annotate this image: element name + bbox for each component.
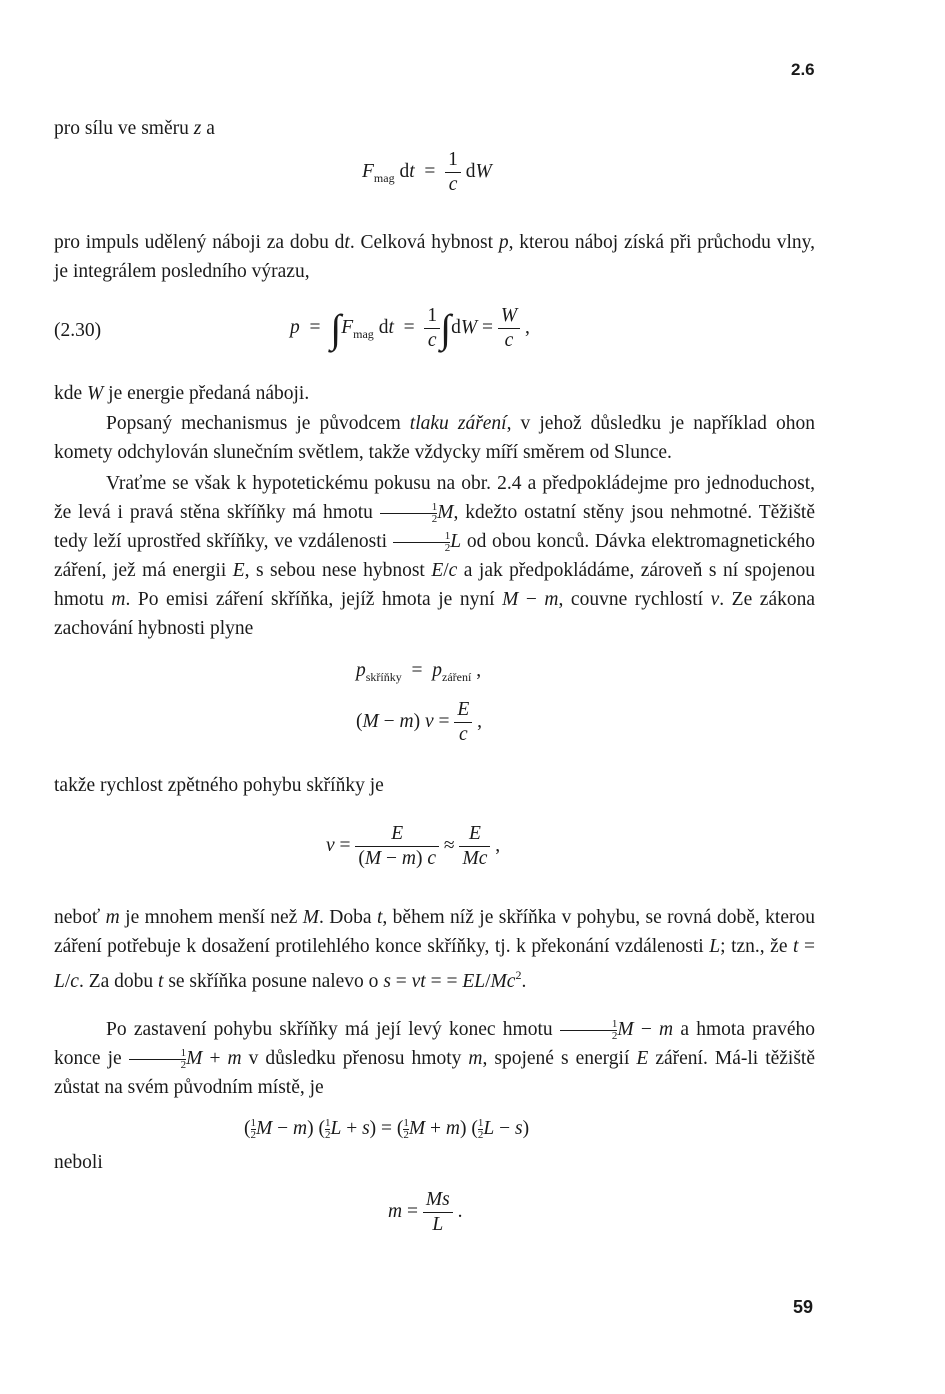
equation-velocity: v = $\frac{E}{(M - m) c}$ ≈ $\frac{E}{Mc}$ , <box>326 823 501 869</box>
paragraph-box-experiment: Vraťme se však k hypotetickému pokusu na obr. 2.4 a předpokládejme pro jednoduchost, že levá i pravá stěna skříňky má hmotu $\frac{1}{2}$ M, kdežto ostatní stěny jsou nehmotné. Těžiště tedy leží uprostřed skříňky, ve vzdálenosti $\frac{1}{2}$ L od obou konců. Dávka elektromagnetického záření, jež má energii E, s sebou nese hybnost E/c a jak předpokládáme, zároveň s ní spojenou hmotu m. Po emisi záření skříňka, jejíž hmota je nyní M − m, couvne rychlostí v. Ze zákona zachování hybnosti plyne <box>54 473 816 639</box>
text-line-force: pro sílu ve směru z a <box>54 118 215 139</box>
equation-recoil: (M − m) v = $\frac{E}{c}$ , <box>356 699 483 745</box>
section-number: 2.6 <box>791 60 815 79</box>
equation-mass: m = $\frac{Ms}{L}$ . <box>388 1189 463 1235</box>
equation-balance: ( $\frac{1}{2}$ M − m) ( $\frac{1}{2}$ L + s) = ( $\frac{1}{2}$ M + m) ( $\frac{1}{2}$ L − s) <box>244 1117 530 1142</box>
paragraph-impulse: pro impuls udělený náboji za dobu dt. Celková hybnost p, kterou náboj získá při průchodu vlny, je integrálem posledního výrazu, <box>54 232 815 282</box>
text-line-or: neboli <box>54 1152 103 1173</box>
page-number: 59 <box>793 1297 814 1317</box>
equation-label-2-30: (2.30) <box>54 320 102 341</box>
text-line-velocity: takže rychlost zpětného pohybu skříňky je <box>54 775 384 796</box>
equation-2-30: $p = \int F_{mag}$ dt = $\frac{1}{c}$ ∫dW = $\frac{W}{c}$ , <box>290 305 530 351</box>
equation-fmag: $F_{mag}$ dt = $\frac{1}{c}$ dW <box>362 149 492 195</box>
paragraph-time: neboť m je mnohem menší než M. Doba t, během níž je skříňka v pohybu, se rovná době, kterou záření potřebuje k dosažení protilehlého konce skříňky, tj. k překonání vzdálenosti L; tzn., že t = L/c. Za dobu t se skříňka posune nalevo o s = vt = = $EL/Mc^2$. <box>54 907 816 992</box>
equation-momentum: $p_{skříňky} = p_{záření}$ , <box>356 660 482 684</box>
text-line-energy: kde W je energie předaná náboji. <box>54 383 310 404</box>
paragraph-radiation-pressure: Popsaný mechanismus je původcem tlaku záření, v jehož důsledku je například ohon komety odchylován slunečním světlem, takže vždycky míří směrem od Slunce. <box>54 413 815 463</box>
paragraph-center-of-mass: Po zastavení pohybu skříňky má její levý konec hmotu $\frac{1}{2}$ M − m a hmota pravého konce je $\frac{1}{2}$ M + m v důsledku přenosu hmoty m, spojené s energií E záření. Má-li těžiště zůstat na svém původním místě, je <box>54 1018 816 1098</box>
